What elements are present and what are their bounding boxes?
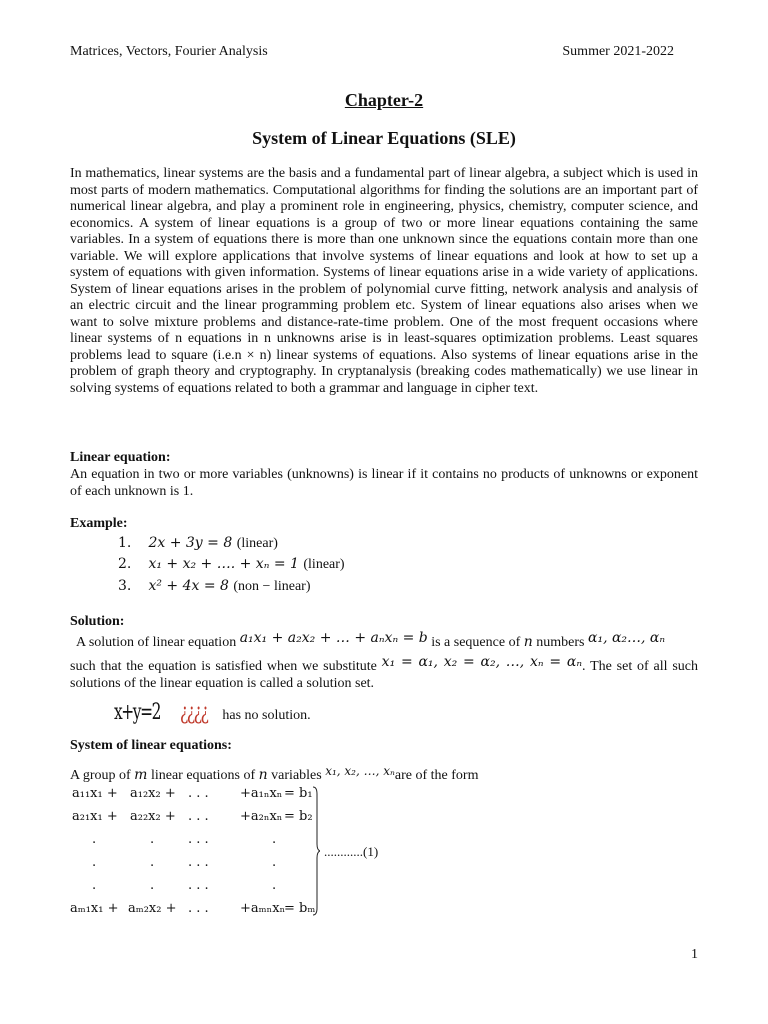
example-tag: (non − linear) (233, 579, 311, 594)
m-variable: m (134, 767, 148, 783)
page-title: System of Linear Equations (SLE) (252, 128, 516, 148)
example-item (118, 578, 310, 595)
no-solution-text: has no solution. (222, 708, 311, 723)
solution-text: A solution of linear equation (76, 635, 237, 650)
n-variable: n (258, 767, 268, 783)
system-term: a₂₂x₂ + (130, 809, 176, 824)
example-equation: 2x + 3y = 8 (148, 535, 233, 551)
page-number: 1 (691, 947, 698, 962)
example-heading: Example: (70, 516, 128, 531)
solution-line-1 (76, 630, 698, 652)
example-number: 3. (118, 578, 132, 594)
system-dot: . (92, 855, 97, 870)
system-term: +a₁ₙxₙ (240, 786, 283, 801)
solution-text: is a sequence of (431, 635, 521, 650)
system-text: are of the form (394, 768, 479, 783)
example-item (118, 535, 278, 552)
example-item (118, 556, 345, 573)
variable-list: x₁, x₂, …, xₙ (325, 764, 395, 778)
system-ellipsis: . . . (188, 832, 209, 847)
no-solution-example (114, 700, 311, 725)
system-dot: . (150, 855, 155, 870)
system-dot: . (272, 832, 277, 847)
alpha-sequence: α₁, α₂…, αₙ (588, 630, 666, 646)
system-term: a₁₂x₂ + (130, 786, 176, 801)
solution-text: . The set of all such solutions of the linear equation is called a solution set. (70, 659, 698, 691)
system-dot: . (272, 878, 277, 893)
system-text: variables (271, 768, 322, 783)
no-solution-equation: x+y=2 (114, 700, 160, 725)
header-term: Summer 2021-2022 (562, 44, 674, 59)
example-tag: (linear) (236, 536, 278, 551)
right-brace-icon (312, 786, 320, 916)
system-ellipsis: . . . (188, 809, 209, 824)
system-rhs: = bₘ (284, 901, 316, 916)
system-term: aₘ₁x₁ + (70, 901, 119, 916)
system-dot: . (150, 878, 155, 893)
system-rhs: = b₂ (284, 809, 313, 824)
substitution-formula: x₁ = α₁, x₂ = α₂, …, xₙ = αₙ (381, 654, 582, 670)
solution-line-2 (70, 654, 698, 692)
system-term: a₁₁x₁ + (72, 786, 118, 801)
example-equation: x₁ + x₂ + …. + xₙ = 1 (148, 556, 299, 572)
system-heading: System of linear equations: (70, 738, 232, 753)
system-dot: . (92, 878, 97, 893)
system-term: a₂₁x₁ + (72, 809, 118, 824)
system-text: linear equations of (150, 768, 256, 783)
system-ellipsis: . . . (188, 878, 209, 893)
example-tag: (linear) (303, 557, 345, 572)
solution-heading: Solution: (70, 614, 125, 629)
chapter-heading: Chapter-2 (344, 90, 424, 110)
example-number: 1. (118, 535, 132, 551)
equation-label: ............(1) (324, 844, 379, 859)
no-solution-garbled: ¿¿¿¿ (179, 700, 208, 725)
example-equation: x² + 4x = 8 (148, 578, 229, 594)
system-term: +aₘₙxₙ (240, 901, 286, 916)
linear-equation-formula: a₁x₁ + a₂x₂ + … + aₙxₙ = b (239, 630, 428, 646)
linear-equation-definition: An equation in two or more variables (unknowns) is linear if it contains no products of unknowns or exponent of each unknown is 1. (70, 467, 698, 499)
solution-text: such that the equation is satisfied when we substitute (70, 659, 377, 674)
system-dot: . (150, 832, 155, 847)
system-ellipsis: . . . (188, 855, 209, 870)
system-ellipsis: . . . (188, 786, 209, 801)
system-term: +a₂ₙxₙ (240, 809, 283, 824)
system-dot: . (92, 832, 97, 847)
system-ellipsis: . . . (188, 901, 209, 916)
solution-text: numbers (536, 635, 585, 650)
system-term: aₘ₂x₂ + (128, 901, 177, 916)
system-intro (70, 764, 698, 785)
n-variable: n (523, 634, 533, 650)
system-text: A group of (70, 768, 131, 783)
header-course: Matrices, Vectors, Fourier Analysis (70, 44, 268, 59)
system-rhs: = b₁ (284, 786, 313, 801)
intro-paragraph: In mathematics, linear systems are the basis and a fundamental part of linear algebra, a subject which is used in most parts of modern mathematics. Computational algorithms for finding the solutions are an important part of numerical linear algebra, and play a prominent role in engineering, physics, chemistry, computer science, and economics. A system of linear equations is a group of two or more linear equations containing the same variables. In a system of equations there is more than one unknown since the equations contain more than one variable. We will explore applications that involve systems of linear equations and look at how to set up a system of equations with given information. Systems of linear equations arise in a wide variety of applications. System of linear equations arises in the problem of polynomial curve fitting, network analysis and analysis of an electric circuit and the linear programming problem etc. System of linear equations also arises when we want to solve mixture problems and distance-rate-time problem. One of the most frequent occasions where linear systems of n equations in n unknowns arise is in least-squares optimization problems. Least squares problems lead to square (i.e.n × n) linear systems of equations. Also systems of linear equations arise in the problem of graph theory and cryptography. In cryptanalysis (breaking codes mathematically) we use linear in solving systems of equations related to both a grammar and language in cipher text. (70, 166, 698, 396)
system-dot: . (272, 855, 277, 870)
linear-equation-heading: Linear equation: (70, 450, 171, 465)
example-number: 2. (118, 556, 132, 572)
